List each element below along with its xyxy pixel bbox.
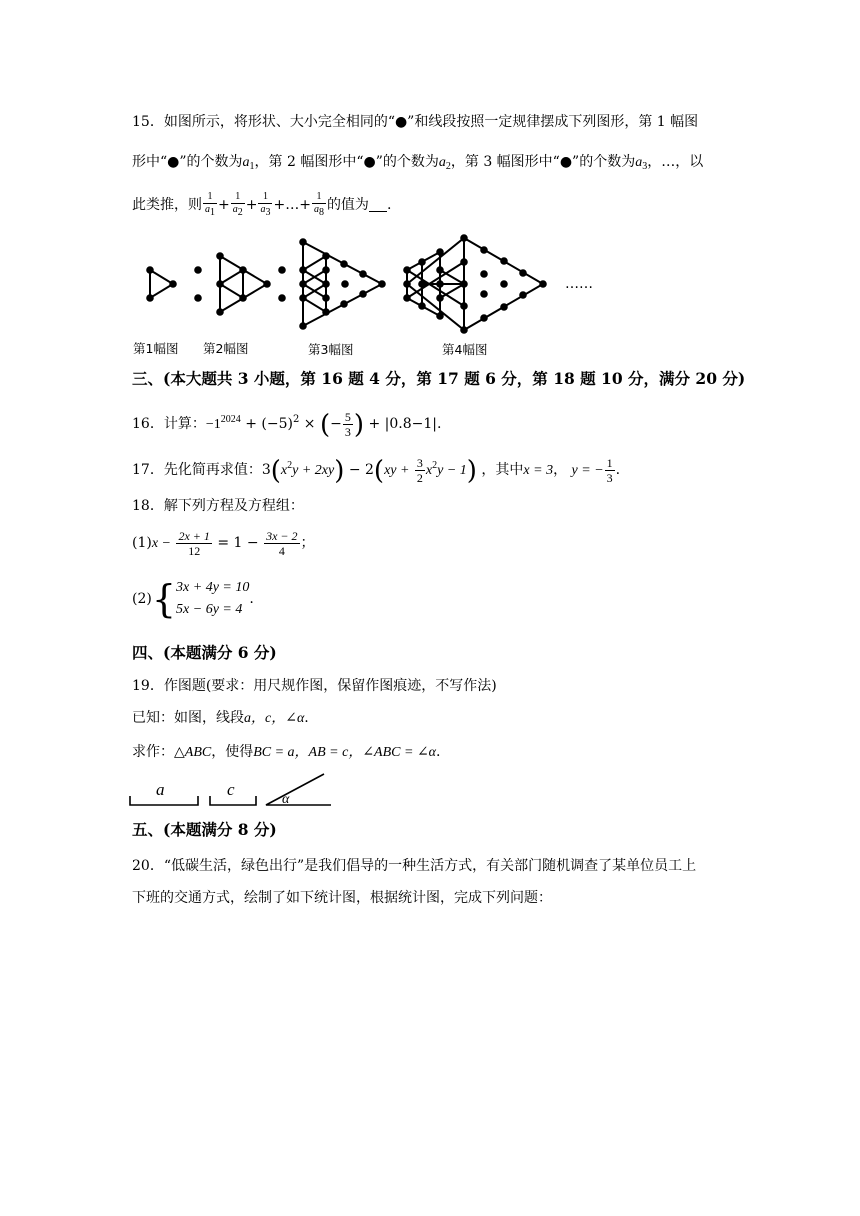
dot-pattern-figures <box>120 230 620 365</box>
q15-line2-a: 形中“●”的个数为 <box>132 154 243 170</box>
q18-part1-end: ； <box>300 535 315 551</box>
q16-term2: $(-5)^2$ <box>261 414 300 432</box>
q18-part1-label: (1) <box>132 535 152 551</box>
q16-prefix: 16．计算： <box>132 416 206 432</box>
q19-given-label: 已知：如图，线段 <box>132 710 244 726</box>
segment-c-label: c <box>227 780 235 799</box>
q15-a2: $a_2$ <box>438 155 451 172</box>
q19-given-figures <box>126 770 341 810</box>
q18-part2-label: (2) <box>132 591 152 607</box>
q15-line3-b: 的值为 <box>326 197 369 213</box>
q15-line3-end: . <box>386 197 392 213</box>
q19-line2 <box>132 708 309 729</box>
q17-prefix: 17．先化简再求值： <box>132 462 262 478</box>
q17-expr2: xy + <box>384 463 410 478</box>
q15-line2-d: ，…，以 <box>647 154 704 170</box>
q19-line1: 19．作图题(要求：用尺规作图，保留作图痕迹，不写作法) <box>132 678 497 694</box>
q17-mid: ，其中 <box>481 462 524 478</box>
q15-frac2: $\frac{1}{a2}$ <box>232 191 243 218</box>
q15-ellipsis-sum: +…+ <box>273 197 311 213</box>
figure-label-1: 第1幅图 <box>133 341 179 356</box>
q17-sep: ， <box>553 462 568 478</box>
q17-end: . <box>615 462 621 478</box>
q15-frac1: $\frac{1}{a1}$ <box>205 191 215 218</box>
q15-line2-b: ，第 2 幅图形中“●”的个数为 <box>254 154 439 170</box>
q18-part2: (2){ 3x + 4y = 10 5x − 6y = 4 . <box>132 577 254 621</box>
angle-alpha-label: α <box>282 792 290 807</box>
continuation-dots: …… <box>565 276 593 292</box>
q17-minus2: − 2 <box>348 462 374 478</box>
q16-fraction: $\frac{5}{3}$ <box>344 409 351 439</box>
q18-system <box>176 577 249 621</box>
q18-prefix: 18．解下列方程及方程组： <box>132 498 304 514</box>
q15-line3-a: 此类推，则 <box>132 197 202 213</box>
angle-alpha <box>266 774 331 805</box>
q20-line2: 下班的交通方式，绘制了如下统计图，根据统计图，完成下列问题： <box>132 890 552 906</box>
section-5-title: 五、(本题满分 8 分) <box>132 820 277 839</box>
q17-fraction: $\frac{3}{2}$ <box>416 455 423 485</box>
q19-line3 <box>132 742 440 763</box>
q19-such-that: ，使得 <box>211 744 254 760</box>
q15-a3: $a_3$ <box>635 155 648 172</box>
q19-triangle: △ABC <box>174 745 212 760</box>
q18-part1-frac1: $\frac{2x + 1}{12}$ <box>178 528 210 558</box>
q18-part2-end: . <box>249 591 254 607</box>
q16-abs: |0.8−1| <box>384 416 437 432</box>
answer-blank <box>369 197 387 212</box>
figure-4 <box>407 238 543 330</box>
q17-expr3: $x^2y - 1$ <box>425 460 467 478</box>
figure-label-2: 第2幅图 <box>203 341 249 356</box>
q19-end: . <box>436 744 441 760</box>
q15-plus2: + <box>245 197 258 213</box>
q20-line1: 20．“低碳生活，绿色出行”是我们倡导的一种生活方式，有关部门随机调查了某单位员工上 <box>132 858 697 874</box>
q16-end: . <box>436 416 442 432</box>
figure-2 <box>220 256 267 312</box>
q15-line1: 15．如图所示，将形状、大小完全相同的“●”和线段按照一定规律摆成下列图形，第 1 幅图 <box>132 114 699 130</box>
q18-part1-frac2: $\frac{3x - 2}{4}$ <box>266 528 298 558</box>
q19-construct-label: 求作： <box>132 744 174 760</box>
q16-term1: $-1^{2024}$ <box>205 414 241 432</box>
q16-plus: + <box>245 416 257 432</box>
q18-eq2: 5x − 6y = 4 <box>176 602 243 617</box>
q15-a1: $a_1$ <box>242 155 255 172</box>
q16-times: × <box>303 416 316 432</box>
q18-eq1: 3x + 4y = 10 <box>176 580 250 595</box>
figure-label-4: 第4幅图 <box>442 342 488 357</box>
section-3-title: 三、(本大题共 3 小题，第 16 题 4 分，第 17 题 6 分，第 18 题 10 分，满分 20 分) <box>132 369 746 388</box>
q15-frac3: $\frac{1}{a3}$ <box>260 191 271 218</box>
q15-frac8: $\frac{1}{a8}$ <box>313 191 324 218</box>
q17: 17．先化简再求值：$3(x^2y + 2xy) - 2(xy$ + $\frac{3}{2}$ $x^2y - 1$) ，其中x = 3， y = − $\frac{1}{3}$ . <box>132 455 621 486</box>
q17-expr1: $x^2y + 2xy$ <box>280 460 335 478</box>
q15-line2 <box>132 152 703 177</box>
q16: 16．计算：$-1^{2024} + (-5)^2$ × (− $\frac{5}{3}$ ) + |0.8−1|. <box>132 409 442 440</box>
q17-x-value: x = 3 <box>523 463 554 478</box>
q15-line3 <box>132 188 391 222</box>
segment-a-label: a <box>156 780 165 799</box>
q19-conditions: BC = a，AB = c，∠ABC = ∠α <box>253 745 437 760</box>
q19-given-end: . <box>304 710 309 726</box>
q15-plus1: + <box>218 197 230 213</box>
q17-y-fraction: $\frac{1}{3}$ <box>606 455 613 485</box>
figure-label-3: 第3幅图 <box>308 342 354 357</box>
q17-coef: 3 <box>261 462 271 478</box>
q16-plus2: + <box>368 416 381 432</box>
q15-line2-c: ，第 3 幅图形中“●”的个数为 <box>450 154 636 170</box>
section-4-title: 四、(本题满分 6 分) <box>132 643 277 662</box>
q18-part1-mid: = 1 − <box>217 535 259 551</box>
q18-part1-lhs: x − <box>151 536 172 551</box>
q19-given: a，c，∠α <box>244 711 305 726</box>
q17-y-value: y = − <box>571 463 604 478</box>
q18-part1 <box>132 524 315 563</box>
